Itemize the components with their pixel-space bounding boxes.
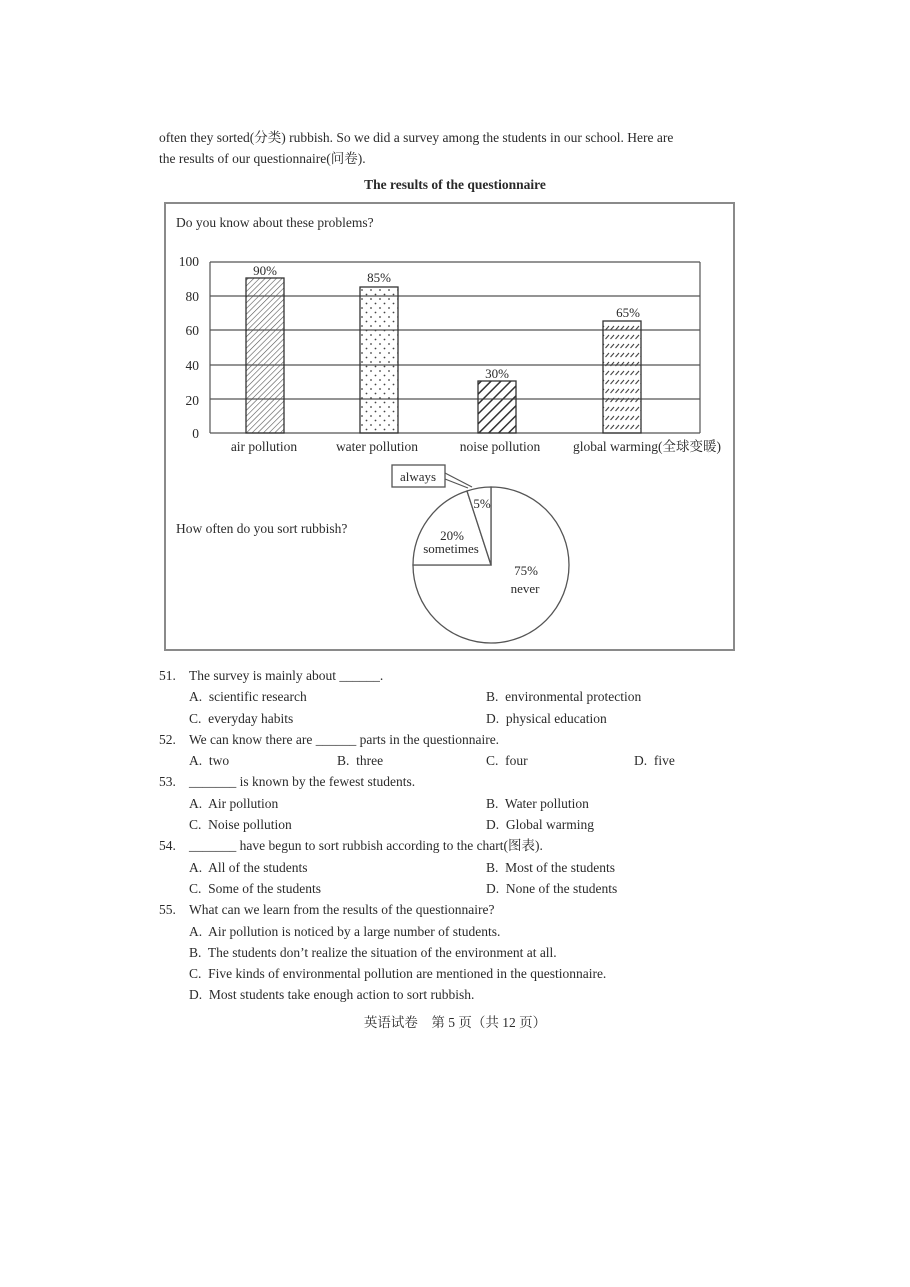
question-52-options [159,750,739,771]
question-51-options-row1 [159,686,739,707]
question-54 [159,835,739,856]
question-51 [159,665,739,686]
bar-global-warming [603,321,641,433]
pie-chart [380,455,580,650]
category-air-pollution: air pollution [230,439,298,454]
y-axis-ticks [179,254,200,441]
option-a[interactable]: A. scientific research [189,689,307,705]
category-noise-pollution: noise pollution [459,439,541,454]
question-text: What can we learn from the results of the questionnaire? [189,902,495,918]
question-53 [159,771,739,792]
ytick-0: 0 [192,426,199,441]
pie-value-sometimes: 20% [440,528,464,543]
pie-label-sometimes: sometimes [423,541,479,556]
question-52 [159,729,739,750]
option-a[interactable]: A. Air pollution [189,795,279,811]
question-text: The survey is mainly about ______. [189,668,384,683]
option-c[interactable]: C. Some of the students [189,880,322,896]
question-54-options-row1 [159,857,739,878]
bar-chart [0,0,910,470]
page-footer: 英语试卷 第 5 页（共 12 页） [363,1015,547,1030]
question-text: _______ is known by the fewest students. [189,774,416,790]
question-text: We can know there are ______ parts in the questionnaire. [189,731,500,747]
pie-value-never: 75% [514,563,538,578]
option-d[interactable]: D. physical education [486,710,607,726]
question-number: 53. [159,774,176,790]
option-a[interactable]: A. All of the students [189,859,308,875]
option-d[interactable]: D. five [634,753,675,769]
question-55-option-d [159,984,739,1005]
option-b[interactable]: B. environmental protection [486,689,642,705]
option-c[interactable]: C. Five kinds of environmental pollution are mentioned in the questionnaire. [189,966,607,982]
ytick-20: 20 [185,393,199,408]
ytick-80: 80 [185,289,199,304]
question-55-option-b [159,942,739,963]
intro-line-2: the results of our questionnaire(问卷). [159,151,366,166]
pie-label-always: always [399,469,437,484]
intro-line-1: often they sorted(分类) rubbish. So we did a survey among the students in our school. Here are [159,130,674,145]
option-a[interactable]: A. two [189,753,230,769]
bar-air-pollution [246,278,284,433]
bar-water-pollution [360,287,398,433]
category-global-warming: global warming(全球变暖) [572,439,722,454]
option-b[interactable]: B. Water pollution [486,795,589,811]
question-55 [159,899,739,920]
ytick-40: 40 [185,358,199,373]
question-number: 55. [159,902,176,918]
option-d[interactable]: D. Global warming [486,817,594,833]
question-51-options-row2 [159,708,739,729]
bar-value-air: 90% [253,263,277,278]
ytick-60: 60 [185,323,199,338]
pie-chart-question: How often do you sort rubbish? [176,521,348,536]
pie-label-never: never [510,581,540,596]
option-b[interactable]: B. The students don’t realize the situation of the environment at all. [189,944,557,960]
bar-value-noise: 30% [485,366,509,381]
question-54-options-row2 [159,878,739,899]
option-b[interactable]: B. Most of the students [486,859,616,875]
question-55-option-c [159,963,739,984]
option-c[interactable]: C. four [486,753,528,769]
question-55-option-a [159,921,739,942]
question-number: 54. [159,838,176,854]
bar-value-global: 65% [616,305,640,320]
option-d[interactable]: D. Most students take enough action to sort rubbish. [189,987,475,1003]
question-text: _______ have begun to sort rubbish according to the chart(图表). [189,838,543,854]
option-c[interactable]: C. everyday habits [189,710,294,726]
questions-section [159,665,739,1006]
category-water-pollution: water pollution [335,439,419,454]
bar-noise-pollution [478,381,516,433]
question-number: 52. [159,731,176,747]
option-b[interactable]: B. three [337,753,384,769]
pie-value-always: 5% [473,496,491,511]
question-53-options-row1 [159,793,739,814]
question-53-options-row2 [159,814,739,835]
option-d[interactable]: D. None of the students [486,880,618,896]
always-callout [392,465,472,488]
chart-title: The results of the questionnaire [364,177,546,192]
ytick-100: 100 [178,254,199,269]
bar-value-water: 85% [367,270,391,285]
question-number: 51. [159,668,176,683]
option-a[interactable]: A. Air pollution is noticed by a large number of students. [189,923,501,939]
bar-chart-question: Do you know about these problems? [176,215,374,230]
option-c[interactable]: C. Noise pollution [189,817,292,833]
